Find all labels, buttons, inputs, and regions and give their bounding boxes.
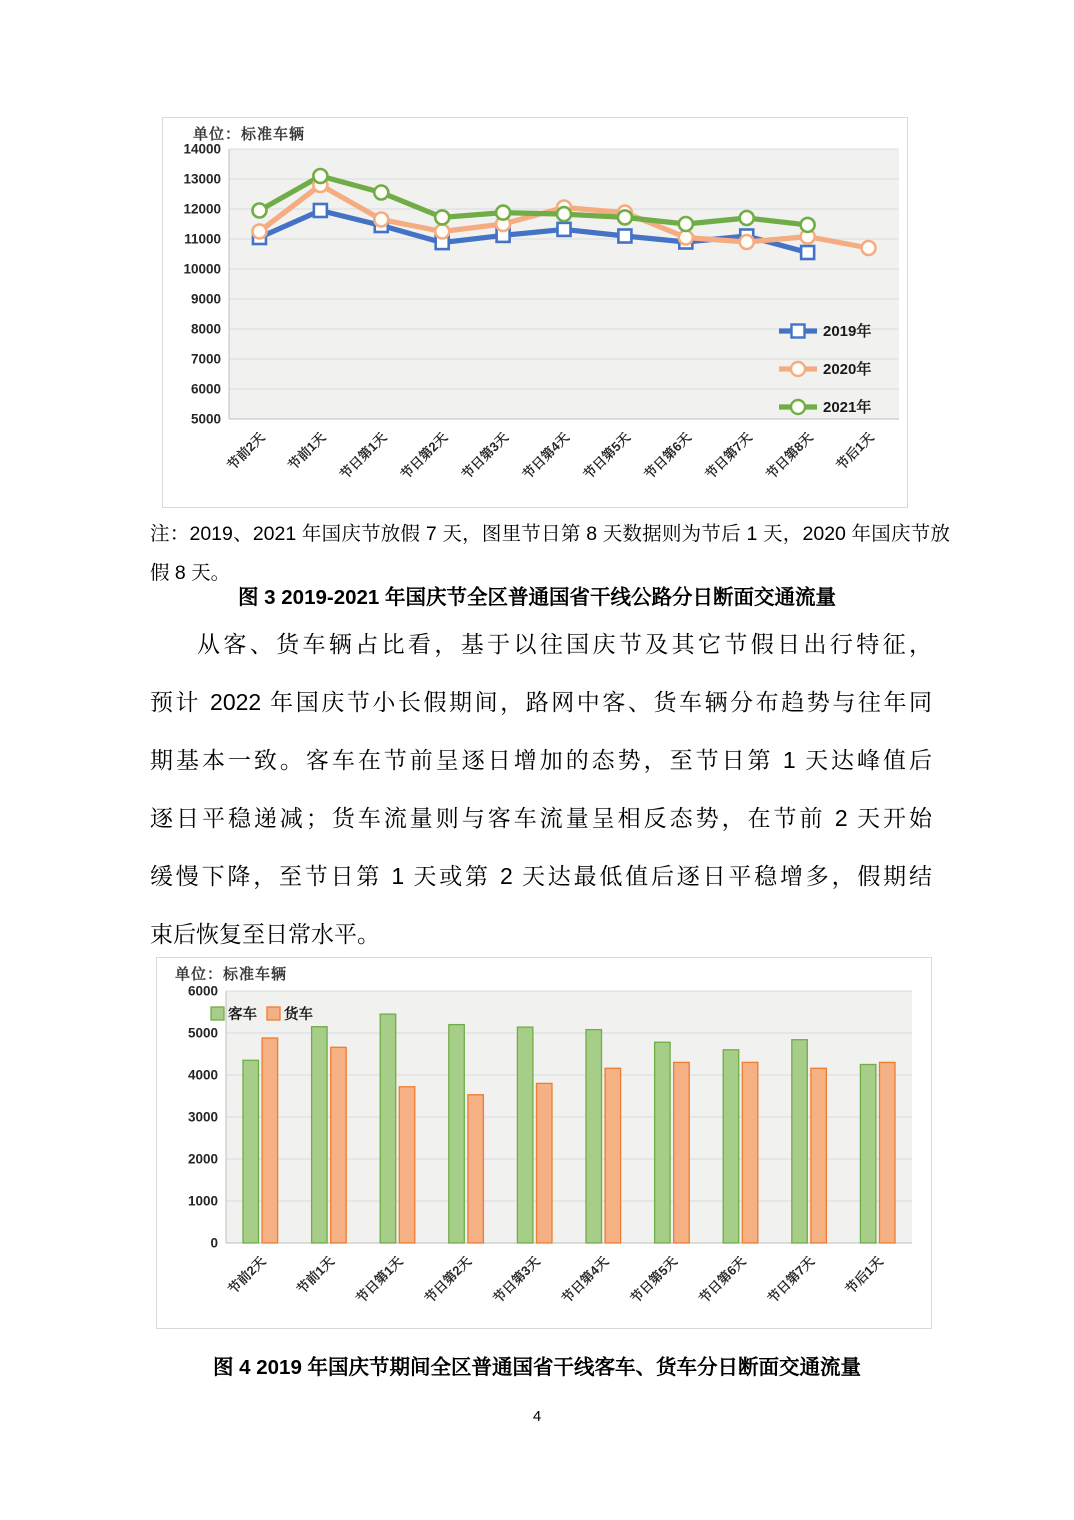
marker-circle (252, 204, 266, 218)
y-tick-label: 11000 (184, 231, 221, 247)
y-tick-label: 13000 (183, 171, 221, 187)
marker-circle (679, 217, 693, 231)
line-chart-svg (163, 118, 909, 509)
bar-货车 (605, 1068, 621, 1243)
legend-marker (792, 325, 805, 338)
y-tick-label: 1000 (187, 1193, 218, 1209)
body-line: 从客、货车辆占比看，基于以往国庆节及其它节假日出行特征， (197, 631, 932, 657)
y-tick-label: 14000 (183, 141, 221, 157)
bar-客车 (723, 1050, 739, 1243)
x-tick-label: 节日第5天 (627, 1253, 681, 1307)
bar-货车 (537, 1083, 553, 1243)
page-number: 4 (532, 1408, 542, 1425)
y-tick-label: 0 (210, 1235, 218, 1251)
bar-货车 (262, 1038, 278, 1243)
bar-客车 (655, 1042, 671, 1243)
x-tick-label: 节日第1天 (336, 429, 390, 483)
bar-chart-svg (157, 958, 933, 1330)
legend-label: 客车 (228, 1007, 257, 1023)
legend-marker (791, 362, 805, 376)
marker-circle (496, 206, 510, 220)
y-tick-label: 3000 (187, 1109, 218, 1125)
marker-circle (862, 241, 876, 255)
y-tick-label: 6000 (190, 381, 221, 397)
bar-货车 (399, 1087, 415, 1243)
bar-客车 (312, 1027, 328, 1243)
y-tick-label: 8000 (190, 321, 221, 337)
bar-客车 (243, 1060, 259, 1243)
x-tick-label: 节日第8天 (763, 429, 816, 483)
x-tick-label: 节前2天 (224, 429, 268, 473)
y-tick-label: 12000 (183, 201, 221, 217)
legend-label: 2021年 (823, 399, 872, 416)
marker-circle (252, 225, 266, 239)
x-tick-label: 节日第2天 (397, 429, 451, 483)
bar-货车 (331, 1047, 347, 1243)
figure4-bar-chart-box (156, 957, 932, 1329)
bar-货车 (674, 1062, 690, 1243)
figure3-caption: 图 3 2019-2021 年国庆节全区普通国省干线公路分日断面交通流量 (237, 586, 837, 609)
bar-货车 (811, 1068, 827, 1243)
x-tick-label: 节日第4天 (558, 1253, 612, 1307)
body-line: 缓慢下降，至节日第 1 天或第 2 天达最低值后逐日平稳增多，假期结 (150, 863, 932, 889)
marker-circle (435, 210, 449, 224)
marker-circle (801, 218, 815, 232)
bar-客车 (449, 1025, 465, 1243)
body-line: 逐日平稳递减；货车流量则与客车流量呈相反态势，在节前 2 天开始 (150, 805, 932, 831)
bar-客车 (517, 1027, 533, 1243)
figure3-note: 注：2019、2021 年国庆节放假 7 天，图里节日第 8 天数据则为节后 1 天，2020 年国庆节放假 8 天。 (150, 523, 950, 584)
bar-货车 (880, 1062, 896, 1243)
x-tick-label: 节后1天 (842, 1253, 886, 1297)
unit-label-fig4: 单位：标准车辆 (175, 966, 288, 983)
legend-label: 2019年 (823, 323, 872, 340)
marker-circle (557, 207, 571, 221)
bar-货车 (742, 1062, 758, 1243)
body-line: 束后恢复至日常水平。 (150, 921, 380, 947)
marker-circle (435, 225, 449, 239)
marker-square (314, 204, 327, 217)
y-tick-label: 6000 (187, 983, 218, 999)
x-tick-label: 节日第6天 (696, 1253, 749, 1307)
legend-marker (791, 400, 805, 414)
marker-square (558, 223, 571, 236)
marker-square (801, 246, 814, 259)
x-tick-label: 节日第2天 (421, 1253, 475, 1307)
marker-square (618, 230, 631, 243)
legend-label: 2020年 (823, 361, 872, 378)
x-tick-label: 节日第3天 (458, 429, 512, 483)
legend-swatch (267, 1007, 280, 1020)
legend-swatch (211, 1007, 224, 1020)
y-tick-label: 10000 (183, 261, 221, 277)
x-tick-label: 节前1天 (285, 429, 329, 473)
y-tick-label: 4000 (187, 1067, 218, 1083)
x-tick-label: 节日第1天 (353, 1253, 406, 1307)
x-tick-label: 节日第5天 (580, 429, 634, 483)
marker-circle (679, 231, 693, 245)
y-tick-label: 7000 (190, 351, 221, 367)
body-line: 预计 2022 年国庆节小长假期间，路网中客、货车辆分布趋势与往年同 (150, 689, 932, 715)
bar-客车 (380, 1014, 396, 1243)
y-tick-label: 9000 (190, 291, 221, 307)
bar-客车 (860, 1065, 876, 1244)
x-tick-label: 节日第7天 (702, 429, 755, 483)
bar-客车 (586, 1030, 602, 1243)
y-tick-label: 5000 (187, 1025, 218, 1041)
body-paragraph (150, 615, 932, 963)
x-tick-label: 节后1天 (833, 429, 877, 473)
y-tick-label: 2000 (187, 1151, 218, 1167)
marker-circle (313, 169, 327, 183)
marker-circle (740, 211, 754, 225)
marker-circle (374, 213, 388, 227)
bar-客车 (792, 1040, 808, 1243)
x-tick-label: 节日第3天 (490, 1253, 543, 1307)
body-line: 期基本一致。客车在节前呈逐日增加的态势，至节日第 1 天达峰值后 (150, 747, 932, 773)
x-tick-label: 节前1天 (293, 1253, 338, 1297)
figure4-caption: 图 4 2019 年国庆节期间全区普通国省干线客车、货车分日断面交通流量 (212, 1356, 862, 1379)
marker-circle (374, 186, 388, 200)
x-tick-label: 节日第4天 (519, 429, 573, 483)
y-tick-label: 5000 (190, 411, 221, 427)
unit-label-fig3: 单位：标准车辆 (193, 126, 306, 143)
x-tick-label: 节日第7天 (764, 1253, 818, 1307)
marker-circle (740, 235, 754, 249)
marker-circle (618, 210, 632, 224)
x-tick-label: 节前2天 (225, 1253, 269, 1297)
figure3-line-chart-box (162, 117, 908, 508)
legend-label: 货车 (284, 1007, 313, 1023)
bar-货车 (468, 1095, 484, 1243)
x-tick-label: 节日第6天 (641, 429, 694, 483)
